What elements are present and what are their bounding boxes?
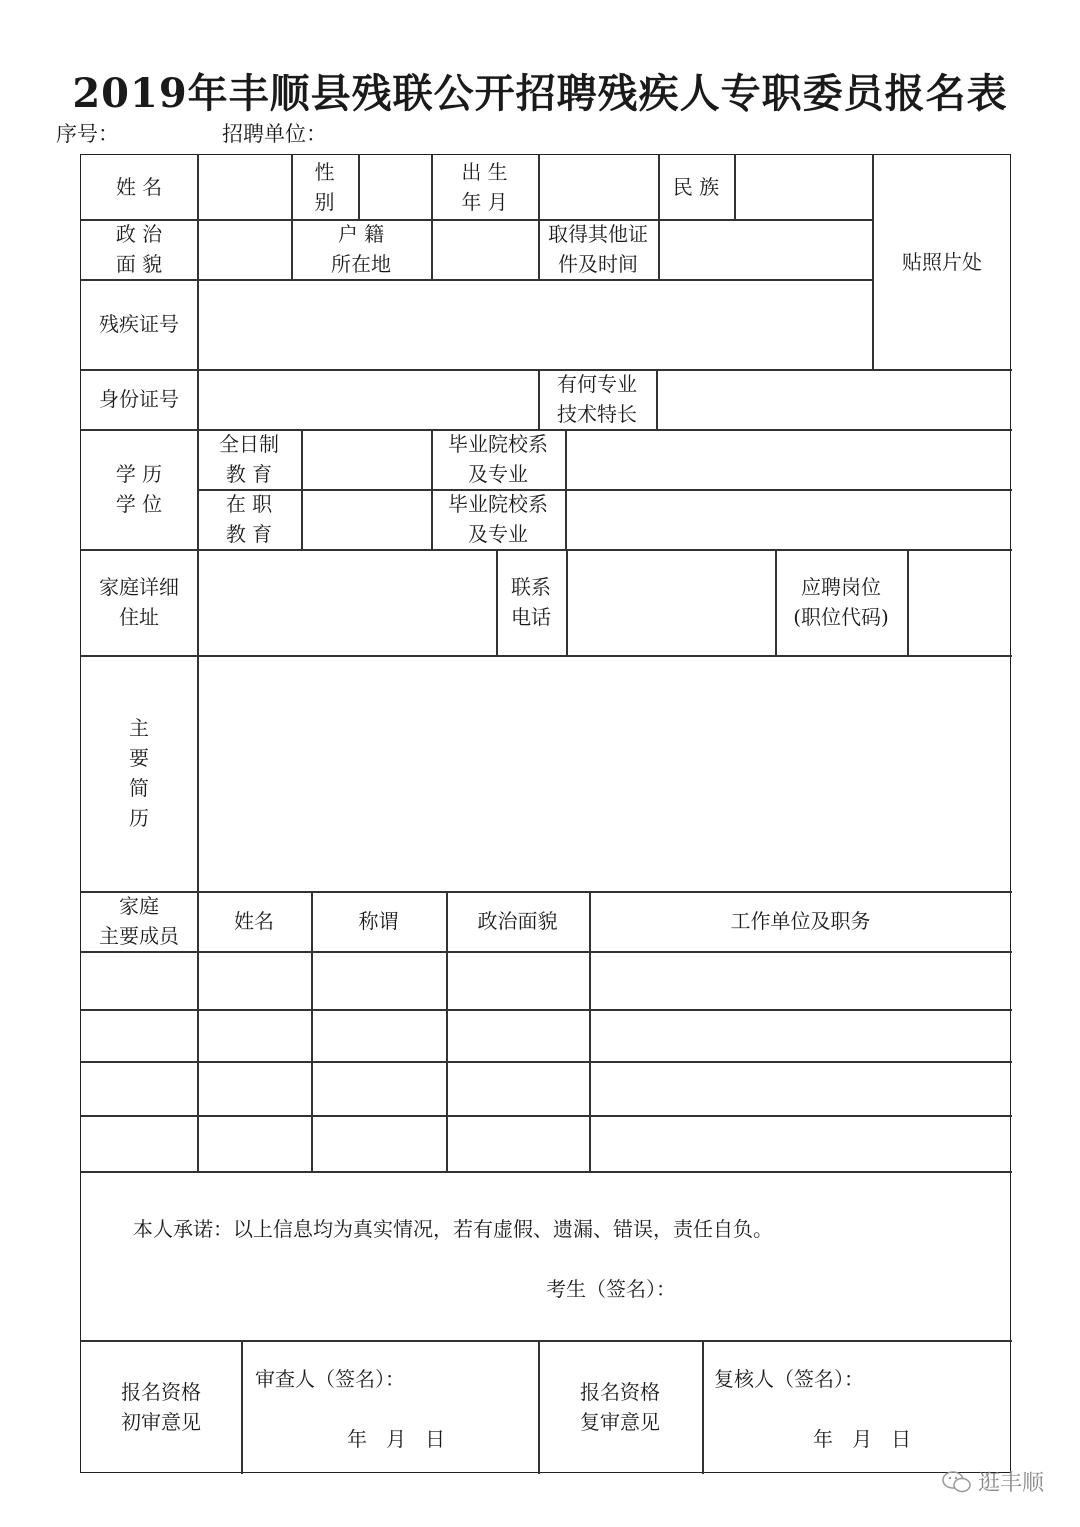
- political-status-label: 政 治 面 貌: [115, 222, 163, 276]
- family-col-employer: 工作单位及职务: [730, 909, 871, 933]
- inservice-education-field[interactable]: [302, 490, 430, 548]
- family-col-political: 政治面貌: [477, 909, 558, 933]
- political-status-field[interactable]: [198, 220, 290, 278]
- final-review-date[interactable]: 年 月 日: [813, 1427, 912, 1451]
- inservice-education-label: 在 职 教 育: [225, 492, 273, 546]
- family-col-name: 姓名: [234, 909, 274, 933]
- phone-label: 联系 电话: [511, 575, 551, 629]
- family-col-relation: 称谓: [358, 909, 399, 933]
- name-label: 姓 名: [115, 175, 163, 199]
- family-row[interactable]: [198, 1010, 1011, 1060]
- form-title: 2019年丰顺县残联公开招聘残疾人专职委员报名表: [72, 70, 1008, 117]
- resume-field[interactable]: [198, 656, 1011, 890]
- wechat-icon: [942, 1470, 972, 1494]
- id-number-field[interactable]: [198, 370, 537, 428]
- fulltime-education-label: 全日制 教 育: [219, 432, 279, 486]
- fulltime-school-field[interactable]: [566, 430, 1011, 488]
- family-members-label: 家庭 主要成员: [99, 894, 179, 948]
- watermark: [942, 1466, 1044, 1497]
- family-row[interactable]: [198, 1062, 1011, 1114]
- phone-field[interactable]: [567, 550, 774, 654]
- home-address-field[interactable]: [198, 550, 495, 654]
- position-label: 应聘岗位 (职位代码): [793, 575, 889, 629]
- recruiting-unit-label: 招聘单位：: [222, 122, 327, 146]
- household-registration-label: 户 籍 所在地: [331, 222, 391, 276]
- candidate-signature-label: 考生（签名）：: [546, 1277, 676, 1301]
- family-row[interactable]: [198, 1116, 1011, 1170]
- initial-reviewer-signature[interactable]: 审查人（签名）：: [255, 1367, 405, 1391]
- fulltime-education-field[interactable]: [302, 430, 430, 488]
- final-review-label: 报名资格 复审意见: [580, 1380, 660, 1434]
- family-row[interactable]: [198, 952, 1011, 1008]
- ethnicity-label: 民 族: [672, 175, 720, 199]
- specialty-label: 有何专业 技术特长: [557, 372, 637, 426]
- initial-review-label: 报名资格 初审意见: [121, 1380, 201, 1434]
- resume-label: 主 要 简 历: [129, 716, 149, 830]
- gender-field[interactable]: [359, 156, 430, 218]
- registration-form-table: [80, 154, 1011, 1473]
- disability-id-field[interactable]: [198, 280, 871, 368]
- serial-label: 序号：: [56, 122, 119, 146]
- inservice-school-field[interactable]: [566, 490, 1011, 548]
- specialty-field[interactable]: [657, 370, 1011, 428]
- final-reviewer-signature[interactable]: 复核人（签名）：: [714, 1367, 864, 1391]
- pledge-text: 本人承诺：以上信息均为真实情况，若有虚假、遗漏、错误，责任自负。: [133, 1217, 773, 1241]
- birth-date-field[interactable]: [539, 156, 657, 218]
- ethnicity-field[interactable]: [735, 156, 871, 218]
- name-field[interactable]: [198, 156, 290, 218]
- education-label: 学 历 学 位: [115, 462, 163, 516]
- birth-date-label: 出 生 年 月: [461, 160, 508, 214]
- initial-review-date[interactable]: 年 月 日: [347, 1427, 446, 1451]
- home-address-label: 家庭详细 住址: [99, 575, 179, 629]
- watermark-text: 逛丰顺: [977, 1471, 1044, 1496]
- position-field[interactable]: [908, 550, 1011, 654]
- id-number-label: 身份证号: [99, 387, 179, 411]
- household-registration-field[interactable]: [432, 220, 537, 278]
- fulltime-school-label: 毕业院校系 及专业: [448, 432, 548, 486]
- other-certificates-label: 取得其他证 件及时间: [548, 222, 648, 276]
- photo-placeholder[interactable]: 贴照片处: [902, 250, 982, 274]
- other-certificates-field[interactable]: [659, 220, 871, 278]
- gender-label: 性 别: [314, 160, 335, 214]
- inservice-school-label: 毕业院校系 及专业: [448, 492, 548, 546]
- disability-id-label: 残疾证号: [99, 312, 179, 336]
